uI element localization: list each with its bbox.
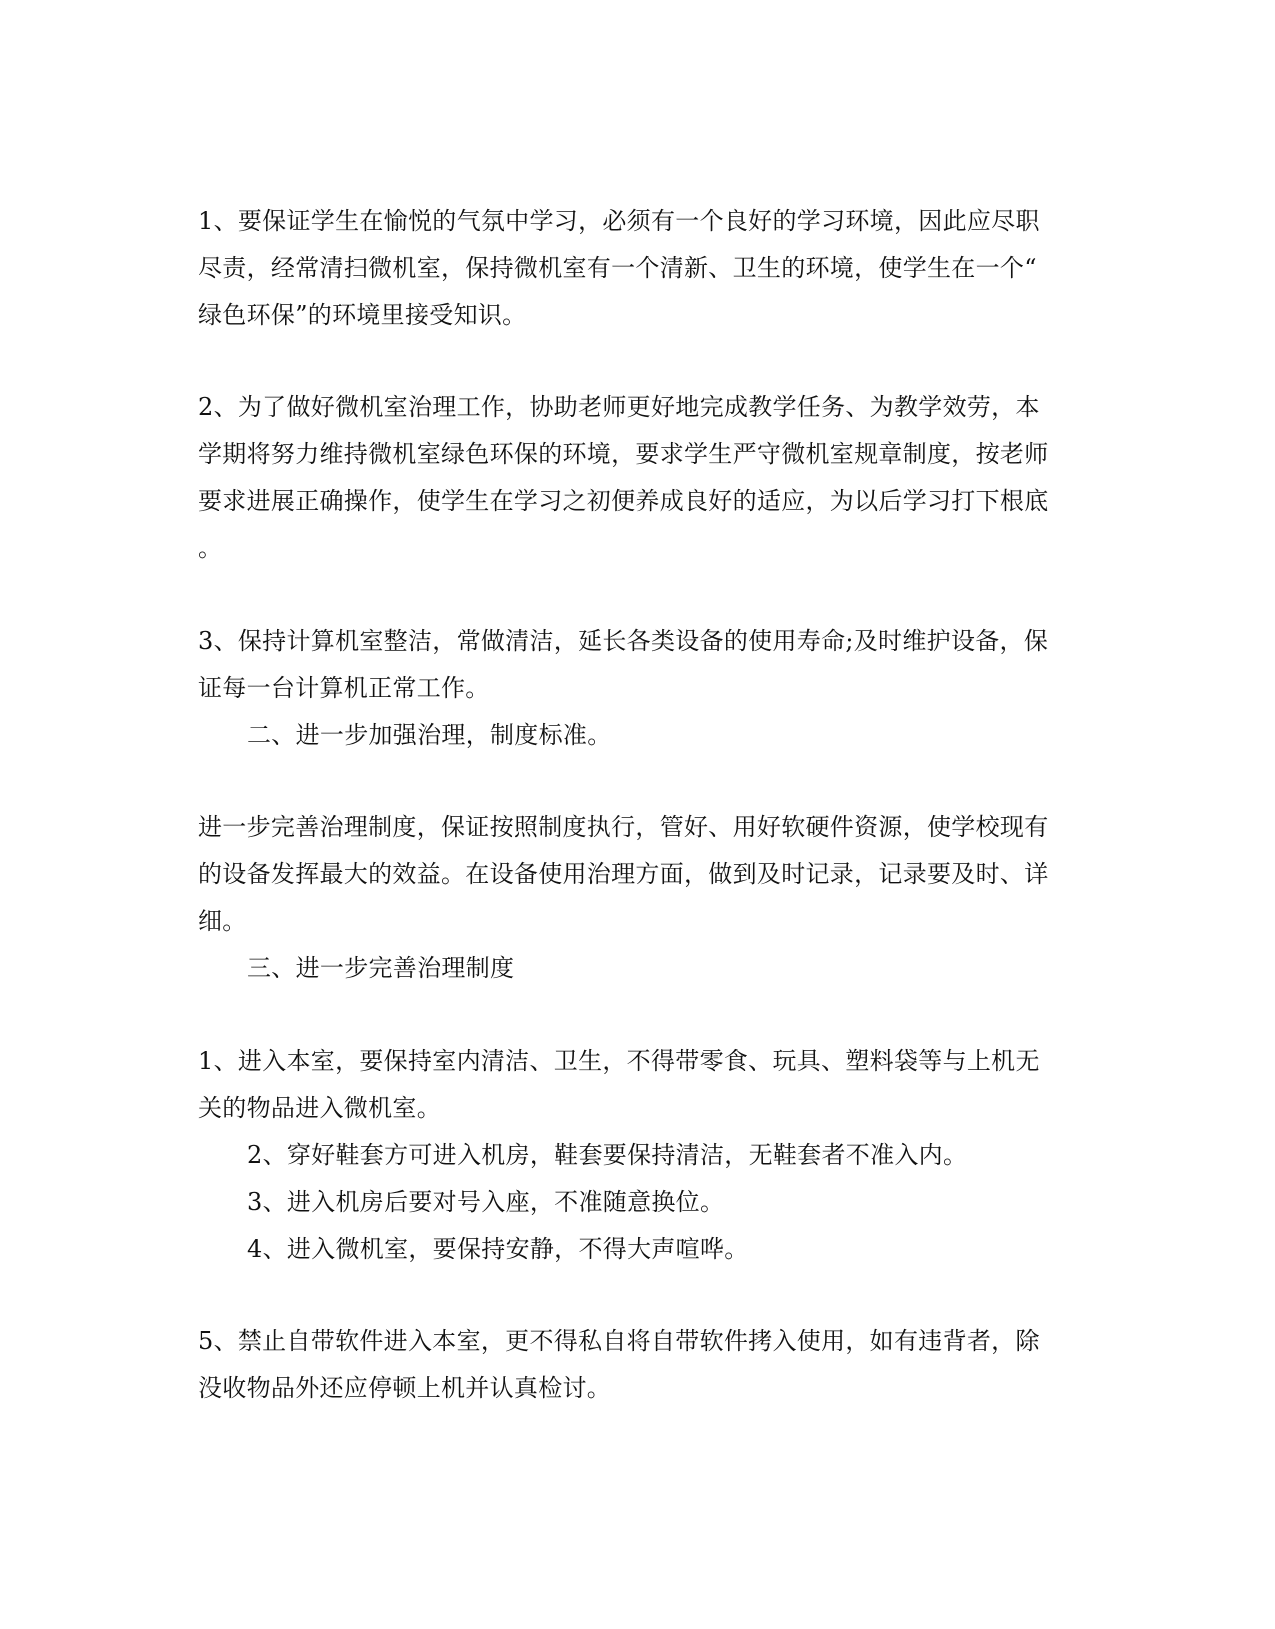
paragraph-line: 进一步完善治理制度，保证按照制度执行，管好、用好软硬件资源，使学校现有 bbox=[198, 813, 1049, 841]
paragraph-line: 2、为了做好微机室治理工作，协助老师更好地完成教学任务、为教学效劳，本 bbox=[198, 393, 1040, 421]
paragraph-line: 尽责，经常清扫微机室，保持微机室有一个清新、卫生的环境，使学生在一个“ bbox=[198, 254, 1037, 282]
paragraph-line: 1、要保证学生在愉悦的气氛中学习，必须有一个良好的学习环境，因此应尽职 bbox=[198, 207, 1040, 235]
paragraph-line: 细。 bbox=[198, 907, 247, 935]
paragraph-line: 5、禁止自带软件进入本室，更不得私自将自带软件拷入使用，如有违背者，除 bbox=[198, 1327, 1040, 1355]
rule-item: 3、进入机房后要对号入座，不准随意换位。 bbox=[247, 1188, 725, 1216]
paragraph-line: 3、保持计算机室整洁，常做清洁，延长各类设备的使用寿命;及时维护设备，保 bbox=[198, 627, 1049, 655]
paragraph-line: 学期将努力维持微机室绿色环保的环境，要求学生严守微机室规章制度，按老师 bbox=[198, 440, 1049, 468]
section-heading: 三、进一步完善治理制度 bbox=[247, 954, 515, 982]
rule-item: 2、穿好鞋套方可进入机房，鞋套要保持清洁，无鞋套者不准入内。 bbox=[247, 1141, 968, 1169]
paragraph-line: 证每一台计算机正常工作。 bbox=[198, 674, 490, 702]
paragraph-line: 。 bbox=[198, 534, 223, 562]
paragraph-line: 的设备发挥最大的效益。在设备使用治理方面，做到及时记录，记录要及时、详 bbox=[198, 860, 1049, 888]
section-heading: 二、进一步加强治理，制度标准。 bbox=[247, 721, 612, 749]
paragraph-line: 没收物品外还应停顿上机并认真检讨。 bbox=[198, 1374, 612, 1402]
paragraph-line: 1、进入本室，要保持室内清洁、卫生，不得带零食、玩具、塑料袋等与上机无 bbox=[198, 1047, 1040, 1075]
paragraph-line: 绿色环保”的环境里接受知识。 bbox=[198, 301, 527, 329]
paragraph-line: 关的物品进入微机室。 bbox=[198, 1094, 441, 1122]
paragraph-line: 要求进展正确操作，使学生在学习之初便养成良好的适应，为以后学习打下根底 bbox=[198, 487, 1049, 515]
rule-item: 4、进入微机室，要保持安静，不得大声喧哗。 bbox=[247, 1235, 749, 1263]
